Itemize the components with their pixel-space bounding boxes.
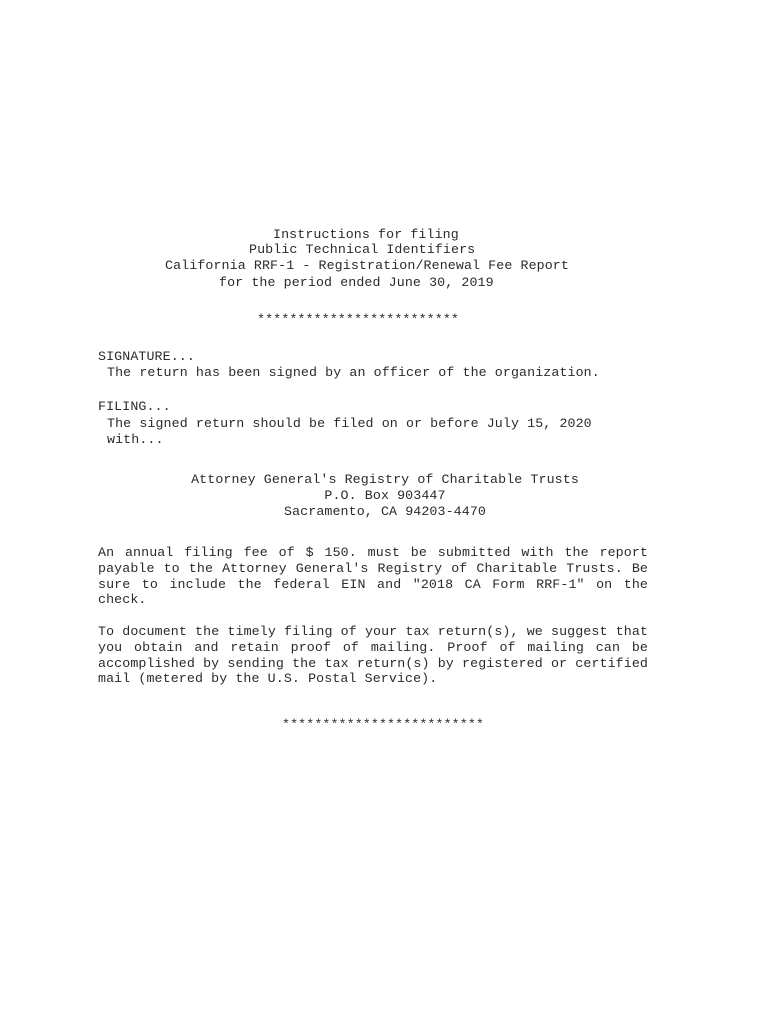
filing-heading: FILING...: [98, 399, 171, 414]
address-line2: P.O. Box 903447: [324, 488, 446, 503]
mailing-paragraph: To document the timely filing of your tax return(s), we suggest that you obtain and retain proof of mailing. Proof of mailing can be accomplished by sending the tax return(s) by registered or certified mail (metered by the U.S. Postal Service).: [98, 624, 648, 687]
address-line1: Attorney General's Registry of Charitable Trusts: [191, 472, 579, 487]
header-period-line: for the period ended June 30, 2019: [219, 275, 494, 290]
filing-text-line1: The signed return should be filed on or before July 15, 2020: [107, 416, 592, 431]
fee-paragraph: An annual filing fee of $ 150. must be submitted with the report payable to the Attorney General's Registry of Charitable Trusts. Be sure to include the federal EIN and "2018 CA Form RRF-1" on the check.: [98, 545, 648, 608]
header-company-line: Public Technical Identifiers: [249, 242, 476, 257]
header-form-line: California RRF-1 - Registration/Renewal Fee Report: [165, 258, 569, 273]
filing-text-line2: with...: [107, 432, 164, 447]
separator-bottom: *************************: [282, 717, 484, 732]
header-title-line: Instructions for filing: [273, 227, 459, 242]
separator-top: *************************: [257, 312, 459, 327]
signature-heading: SIGNATURE...: [98, 349, 195, 364]
address-line3: Sacramento, CA 94203-4470: [284, 504, 486, 519]
signature-text: The return has been signed by an officer of the organization.: [107, 365, 600, 380]
